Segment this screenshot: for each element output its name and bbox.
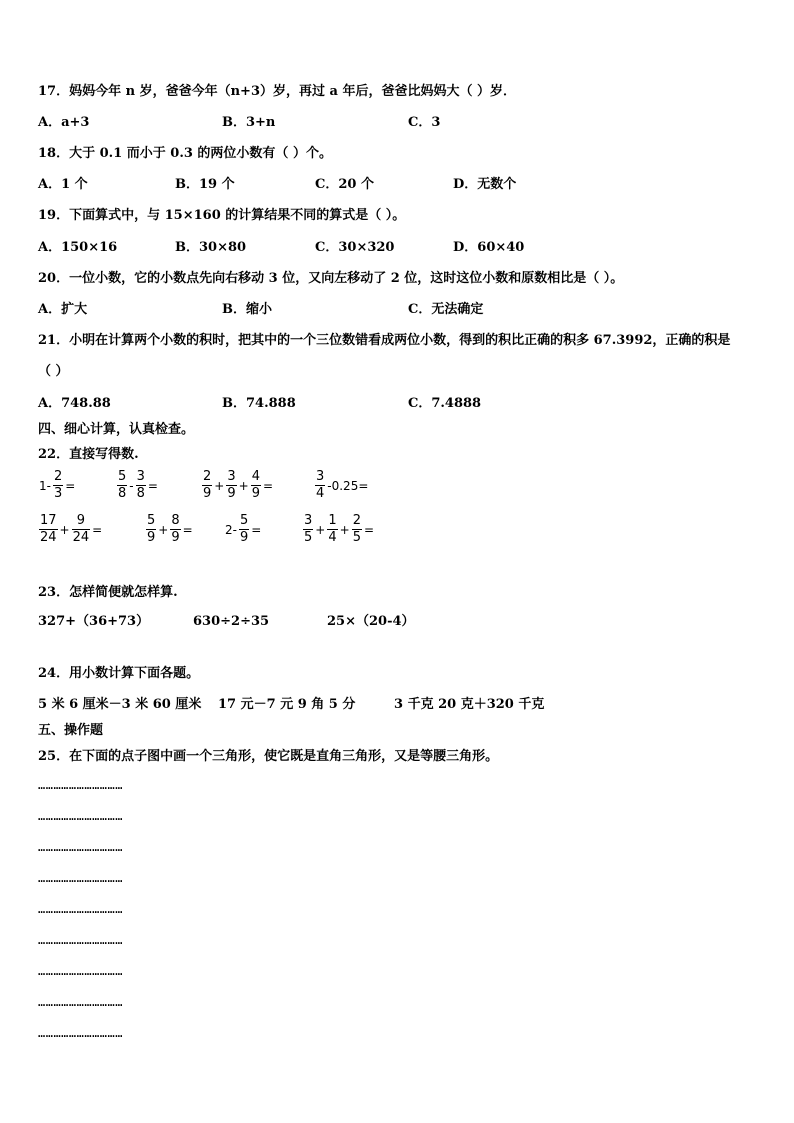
question-23-stem: 23．怎样简便就怎样算. <box>38 585 178 600</box>
q24-item-1: 5 米 6 厘米－3 米 60 厘米 <box>38 697 202 712</box>
fraction <box>170 514 180 545</box>
numerator: 2 <box>352 513 361 528</box>
equals-sign: = <box>65 478 76 493</box>
operator: + <box>158 522 169 537</box>
expr-7 <box>224 514 262 545</box>
fraction <box>327 514 337 545</box>
denominator: 9 <box>171 530 180 545</box>
expr-2 <box>116 470 159 501</box>
expr-8 <box>302 514 375 545</box>
fraction <box>117 470 127 501</box>
question-19-stem: 19．下面算式中，与 15×160 的计算结果不同的算式是（ ）。 <box>38 208 406 223</box>
numerator: 3 <box>227 469 236 484</box>
fraction <box>72 514 91 545</box>
denominator: 24 <box>72 530 90 545</box>
q18-option-c: C．20 个 <box>315 177 374 192</box>
fraction <box>39 514 58 545</box>
denominator: 24 <box>40 530 57 545</box>
question-20-stem: 20．一位小数，它的小数点先向右移动 3 位，又向左移动了 2 位，这时这位小数和原数相比是（ ）。 <box>38 271 624 286</box>
operator: + <box>315 522 326 537</box>
q17-option-c: C．3 <box>408 115 441 130</box>
denominator: 8 <box>136 486 145 501</box>
q21-option-a: A．748.88 <box>38 396 111 411</box>
denominator: 4 <box>316 486 325 501</box>
q23-item-2: 630÷2÷35 <box>193 614 270 629</box>
denominator: 9 <box>239 530 249 545</box>
equals-sign: = <box>147 478 158 493</box>
q19-option-c: C．30×320 <box>315 240 395 255</box>
denominator: 9 <box>251 486 260 501</box>
q18-option-b: B．19 个 <box>175 177 235 192</box>
operator: - <box>129 478 134 493</box>
dot-row: …………………………… <box>38 1026 123 1040</box>
expr-5 <box>38 514 103 545</box>
numerator: 8 <box>171 513 180 528</box>
operator: + <box>214 478 225 493</box>
denominator: 9 <box>147 530 156 545</box>
section-4-heading: 四、细心计算，认真检查。 <box>38 422 195 437</box>
q23-item-1: 327+（36+73） <box>38 614 150 629</box>
q19-option-d: D．60×40 <box>453 240 525 255</box>
q18-option-d: D．无数个 <box>453 177 517 192</box>
expr-6 <box>145 514 194 545</box>
operator: + <box>238 478 249 493</box>
question-22-stem: 22．直接写得数. <box>38 447 139 462</box>
q17-option-a: A．a+3 <box>38 115 90 130</box>
denominator: 8 <box>118 486 127 501</box>
q24-item-3: 3 千克 20 克＋320 千克 <box>394 697 545 712</box>
numerator: 3 <box>316 469 325 484</box>
equals-sign: = <box>182 522 193 537</box>
equals-sign: = <box>363 522 375 537</box>
numerator: 4 <box>251 469 260 484</box>
numerator: 1 <box>328 513 337 528</box>
dot-row: …………………………… <box>38 964 123 978</box>
dot-row: …………………………… <box>38 840 123 854</box>
question-18-stem: 18．大于 0.1 而小于 0.3 的两位小数有（ ）个。 <box>38 146 332 161</box>
q20-option-b: B．缩小 <box>222 302 272 317</box>
question-25-stem: 25．在下面的点子图中画一个三角形，使它既是直角三角形，又是等腰三角形。 <box>38 749 499 764</box>
numerator: 9 <box>76 513 86 528</box>
section-5-heading: 五、操作题 <box>38 723 104 738</box>
expr-4 <box>314 470 369 501</box>
numerator: 5 <box>118 469 127 484</box>
fraction <box>53 470 63 501</box>
q20-option-c: C．无法确定 <box>408 302 484 317</box>
fraction <box>251 470 261 501</box>
fraction <box>202 470 212 501</box>
q24-item-2: 17 元－7 元 9 角 5 分 <box>218 697 356 712</box>
expr-4-tail: -0.25= <box>327 478 369 493</box>
fraction <box>136 470 146 501</box>
dot-row: …………………………… <box>38 809 123 823</box>
fraction <box>239 514 249 545</box>
operator: + <box>339 522 350 537</box>
fraction <box>352 514 362 545</box>
dot-row: …………………………… <box>38 902 123 916</box>
q17-option-b: B．3+n <box>222 115 276 130</box>
denominator: 9 <box>227 486 236 501</box>
q19-option-a: A．150×16 <box>38 240 118 255</box>
fraction <box>303 514 313 545</box>
numerator: 2 <box>53 469 63 484</box>
q21-option-c: C．7.4888 <box>408 396 482 411</box>
denominator: 5 <box>352 530 361 545</box>
operator: + <box>59 522 70 537</box>
dot-row: …………………………… <box>38 933 123 947</box>
equals-sign: = <box>262 478 274 493</box>
expr-1-lead: 1- <box>39 478 51 493</box>
denominator: 3 <box>53 486 63 501</box>
question-24-stem: 24．用小数计算下面各题。 <box>38 666 200 681</box>
question-17-stem: 17．妈妈今年 n 岁，爸爸今年（n+3）岁，再过 a 年后，爸爸比妈妈大（ ）岁． <box>38 84 516 99</box>
equals-sign: = <box>92 522 103 537</box>
question-21-blank: （ ） <box>38 364 69 379</box>
numerator: 3 <box>304 513 313 528</box>
q21-option-b: B．74.888 <box>222 396 296 411</box>
denominator: 5 <box>304 530 313 545</box>
expr-3 <box>201 470 274 501</box>
q23-item-3: 25×（20-4） <box>327 614 415 629</box>
question-21-stem: 21．小明在计算两个小数的积时，把其中的一个三位数错看成两位小数，得到的积比正确的积多 67.3992，正确的积是 <box>38 333 731 348</box>
fraction <box>226 470 236 501</box>
q20-option-a: A．扩大 <box>38 302 88 317</box>
numerator: 5 <box>239 513 249 528</box>
numerator: 17 <box>40 513 57 528</box>
expr-1 <box>38 470 76 501</box>
expr-7-lead: 2- <box>225 522 237 537</box>
numerator: 3 <box>136 469 145 484</box>
fraction <box>146 514 156 545</box>
numerator: 2 <box>203 469 212 484</box>
denominator: 9 <box>203 486 212 501</box>
q18-option-a: A．1 个 <box>38 177 88 192</box>
q19-option-b: B．30×80 <box>175 240 247 255</box>
dot-row: …………………………… <box>38 778 123 792</box>
dot-row: …………………………… <box>38 871 123 885</box>
fraction <box>315 470 325 501</box>
numerator: 5 <box>147 513 156 528</box>
denominator: 4 <box>328 530 337 545</box>
equals-sign: = <box>251 522 262 537</box>
dot-row: …………………………… <box>38 995 123 1009</box>
